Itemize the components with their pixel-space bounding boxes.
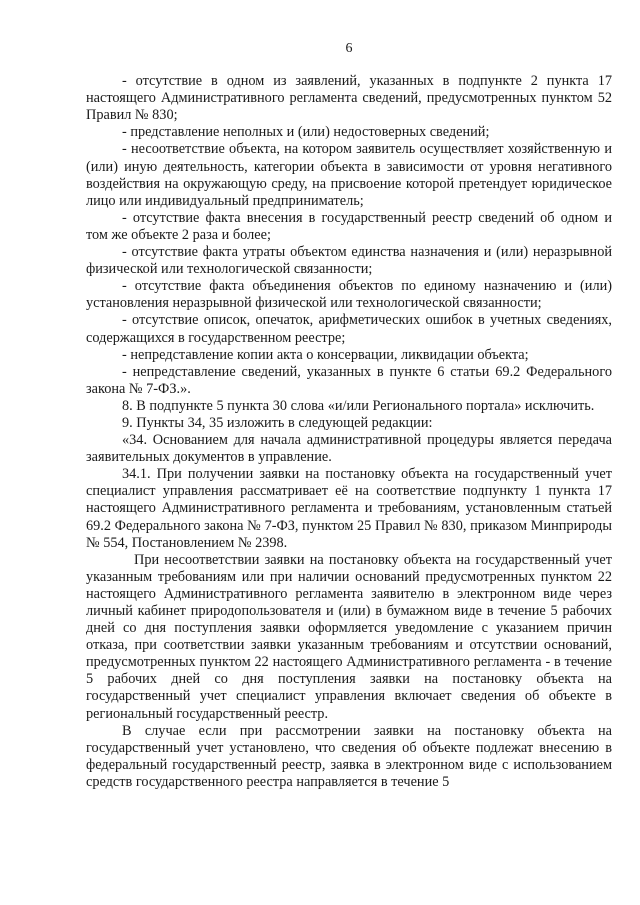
paragraph-conservation-act: - непредставление копии акта о консервации, ликвидации объекта; [122, 346, 529, 363]
paragraph-object-mismatch: - несоответствие объекта, на котором заявитель осуществляет хозяйственную и (или) иную деятельность, категории объекта в зависимости от уровня негативного воздействия на окружающую среду, на присвоение которой претендует юридическое лицо или индивидуальный предприниматель; [86, 141, 612, 209]
paragraph-duplicate-entry: - отсутствие факта внесения в государственный реестр сведений об одном и том же объекте 2 раза и более; [86, 209, 612, 243]
paragraph-item-8: 8. В подпункте 5 пункта 30 слова «и/или Регионального портала» исключить. [122, 397, 595, 414]
paragraph-item-9: 9. Пункты 34, 35 изложить в следующей редакции: [122, 414, 433, 431]
paragraph-absent-statement-info: - отсутствие в одном из заявлений, указанных в подпункте 2 пункта 17 настоящего Административного регламента сведений, предусмотренных пунктом 52 Правил № 830; [86, 73, 612, 124]
paragraph-federal-registry: В случае если при рассмотрении заявки на постановку объекта на государственный учет установлено, что сведения об объекте подлежат внесению в федеральный государственный реестр, заявка в электронном виде с использованием средств государственного реестра направляется в течение 5 [86, 722, 612, 790]
paragraph-law-info: - непредставление сведений, указанных в пункте 6 статьи 69.2 Федерального закона № 7-ФЗ.». [86, 363, 612, 397]
paragraph-unity-loss: - отсутствие факта утраты объектом единства назначения и (или) неразрывной физической или технологической связанности; [86, 244, 612, 278]
paragraph-incomplete-info: - представление неполных и (или) недостоверных сведений; [122, 124, 490, 141]
paragraph-typos: - отсутствие описок, опечаток, арифметических ошибок в учетных сведениях, содержащихся в государственном реестре; [86, 312, 612, 346]
document-page [86, 40, 612, 791]
page-number: 6 [345, 41, 353, 56]
paragraph-noncompliance: При несоответствии заявки на постановку объекта на государственный учет указанным требованиям или при наличии оснований предусмотренных пунктом 22 настоящего Административного регламента заявителю в электронном виде через личный кабинет природопользователя и (или) в бумажном виде в течение 5 рабочих дней со дня поступления заявки оформляется уведомление с указанием причин отказа, при соответствии заявки указанным требованиям и отсутствии оснований, предусмотренных пунктом 22 настоящего Административного регламента - в течение 5 рабочих дней со дня поступления заявки на постановку объекта на государственный учет специалист управления включает сведения об объекте в региональный государственный реестр. [86, 551, 612, 722]
paragraph-item-34: «34. Основанием для начала административной процедуры является передача заявительных документов в управление. [86, 432, 612, 466]
paragraph-item-34-1: 34.1. При получении заявки на постановку объекта на государственный учет специалист управления рассматривает её на соответствие подпункту 1 пункта 17 настоящего Административного регламента и требованиям, установленным статьей 69.2 Федерального закона № 7-ФЗ, пунктом 25 Правил № 830, приказом Минприроды № 554, Постановлением № 2398. [86, 466, 612, 551]
paragraph-objects-merge: - отсутствие факта объединения объектов по единому назначению и (или) установления неразрывной физической или технологической связанности; [86, 278, 612, 312]
